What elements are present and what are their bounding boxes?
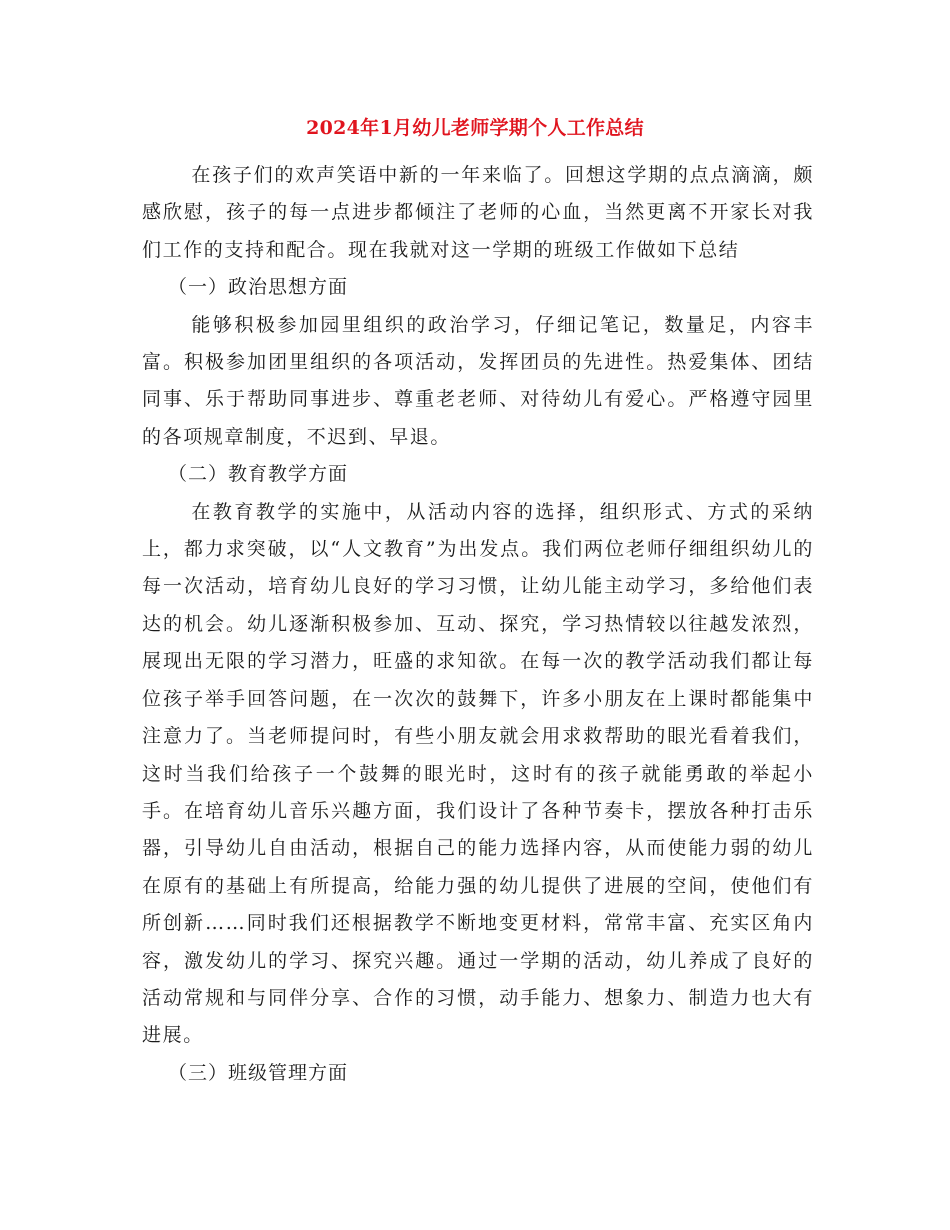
politics-paragraph: 能够积极参加园里组织的政治学习，仔细记笔记，数量足，内容丰富。积极参加团里组织的各项活动，发挥团员的先进性。热爱集体、团结同事、乐于帮助同事进步、尊重老老师、对待幼儿有爱心。严格遵守园里的各项规章制度，不迟到、早退。 [142,313,814,448]
intro-paragraph: 在孩子们的欢声笑语中新的一年来临了。回想这学期的点点滴滴，颇感欣慰，孩子的每一点进步都倾注了老师的心血，当然更离不开家长对我们工作的支持和配合。现在我就对这一学期的班级工作做如下总结 [142,164,814,261]
section-heading-politics: （一）政治思想方面 [168,276,349,299]
section-heading-class-management: （三）班级管理方面 [168,1061,349,1084]
section-heading-teaching: （二）教育教学方面 [168,463,349,486]
document-body [142,157,814,1092]
teaching-paragraph: 在教育教学的实施中，从活动内容的选择，组织形式、方式的采纳上，都力求突破，以“人文教育”为出发点。我们两位老师仔细组织幼儿的每一次活动，培育幼儿良好的学习习惯，让幼儿能主动学习，多给他们表达的机会。幼儿逐渐积极参加、互动、探究，学习热情较以往越发浓烈，展现出无限的学习潜力，旺盛的求知欲。在每一次的教学活动我们都让每位孩子举手回答问题，在一次次的鼓舞下，许多小朋友在上课时都能集中注意力了。当老师提问时，有些小朋友就会用求救帮助的眼光看着我们，这时当我们给孩子一个鼓舞的眼光时，这时有的孩子就能勇敢的举起小手。在培育幼儿音乐兴趣方面，我们设计了各种节奏卡，摆放各种打击乐器，引导幼儿自由活动，根据自己的能力选择内容，从而使能力弱的幼儿在原有的基础上有所提高，给能力强的幼儿提供了进展的空间，使他们有所创新……同时我们还根据教学不断地变更材料，常常丰富、充实区角内容，激发幼儿的学习、探究兴趣。通过一学期的活动，幼儿养成了良好的活动常规和与同伴分享、合作的习惯，动手能力、想象力、制造力也大有进展。 [142,500,814,1047]
document-title: 2024年1月幼儿老师学期个人工作总结 [306,117,644,139]
